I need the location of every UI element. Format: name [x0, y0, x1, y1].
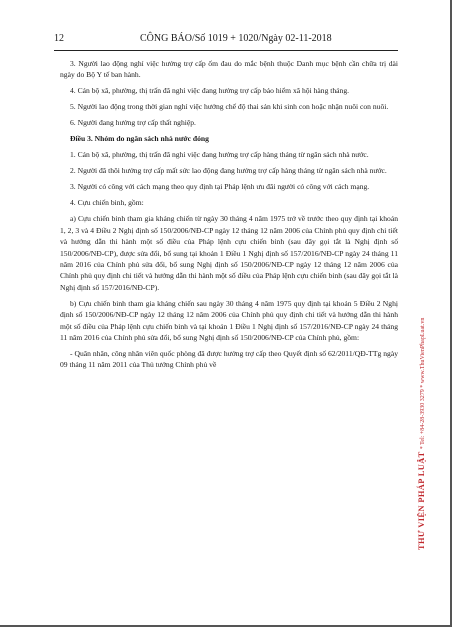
paragraph: 5. Người lao động trong thời gian nghỉ việc hưởng chế độ thai sản khi sinh con hoặc nhận nuôi con nuôi. — [70, 102, 389, 112]
page-number: 12 — [54, 33, 64, 44]
paragraph: - Quân nhân, công nhân viên quốc phòng đã được hưởng trợ cấp theo Quyết định số 62/2011/QĐ-TTg ngày 09 tháng 11 năm 2011 của Thủ tướng Chính phủ về — [60, 349, 398, 370]
paragraph: 1. Cán bộ xã, phường, thị trấn đã nghỉ việc đang hưởng trợ cấp hàng tháng từ ngân sách nhà nước. — [70, 150, 369, 160]
paragraph: 4. Cựu chiến binh, gồm: — [70, 198, 144, 208]
gazette-title: CÔNG BÁO/Số 1019 + 1020/Ngày 02-11-2018 — [140, 33, 332, 44]
paragraph: a) Cựu chiến binh tham gia kháng chiến từ ngày 30 tháng 4 năm 1975 trở về trước theo quy định tại khoản 1, 2, 3 và 4 Điều 2 Nghị định số 150/2006/NĐ-CP ngày 12 tháng 12 năm 2006 của Chính phủ quy định chi tiết và hướng dẫn thi hành một số điều của Pháp lệnh cựu chiến binh (sau đây gọi tắt là Nghị định số 150/2006/NĐ-CP), được sửa đổi, bổ sung tại khoản 1 Điều 1 Nghị định số 157/2016/NĐ-CP ngày 24 tháng 11 năm 2016 của Chính phủ sửa đổi, bổ sung Nghị định số 150/2006/NĐ-CP ngày 12 tháng 12 năm 2006 của Chính phủ quy định chi tiết và hướng dẫn thi hành một số điều của Pháp lệnh cựu chiến binh (sau đây gọi tắt là Nghị định số 157/2016/NĐ-CP). — [60, 214, 398, 292]
paragraph: 4. Cán bộ xã, phường, thị trấn đã nghỉ việc đang hưởng trợ cấp bảo hiểm xã hội hàng tháng. — [70, 86, 350, 96]
watermark — [395, 120, 435, 550]
paragraph: 6. Người đang hưởng trợ cấp thất nghiệp. — [70, 118, 196, 128]
document-body — [60, 58, 398, 375]
paragraph: 2. Người đã thôi hưởng trợ cấp mất sức lao động đang hưởng trợ cấp hàng tháng từ ngân sách nhà nước. — [70, 166, 387, 176]
watermark-brand: THƯ VIỆN PHÁP LUẬT — [417, 451, 426, 550]
page-header — [54, 33, 396, 47]
article-heading: Điều 3. Nhóm do ngân sách nhà nước đóng — [70, 134, 209, 144]
paragraph: 3. Người có công với cách mạng theo quy định tại Pháp lệnh ưu đãi người có công với cách mạng. — [70, 182, 370, 192]
paragraph: b) Cựu chiến binh tham gia kháng chiến sau ngày 30 tháng 4 năm 1975 quy định tại khoản 5 Điều 2 Nghị định số 150/2006/NĐ-CP ngày 12 tháng 12 năm 2006 của Chính phủ quy định chi tiết và hướng dẫn thi hành một số điều của Pháp lệnh cựu chiến binh và tại khoản 1 Điều 1 Nghị định số 157/2016/NĐ-CP ngày 24 tháng 11 năm 2016 của Chính phủ sửa đổi, bổ sung Nghị định số 150/2006/NĐ-CP của Chính phủ, gồm: — [60, 298, 398, 343]
paragraph: 3. Người lao động nghỉ việc hưởng trợ cấp ốm đau do mắc bệnh thuộc Danh mục bệnh cần chữa trị dài ngày do Bộ Y tế ban hành. — [60, 59, 398, 80]
header-divider — [54, 50, 398, 51]
watermark-contact: * Tel: +84-28-3930 3279 * www.ThuVienPhapLuat.vn — [420, 317, 426, 450]
